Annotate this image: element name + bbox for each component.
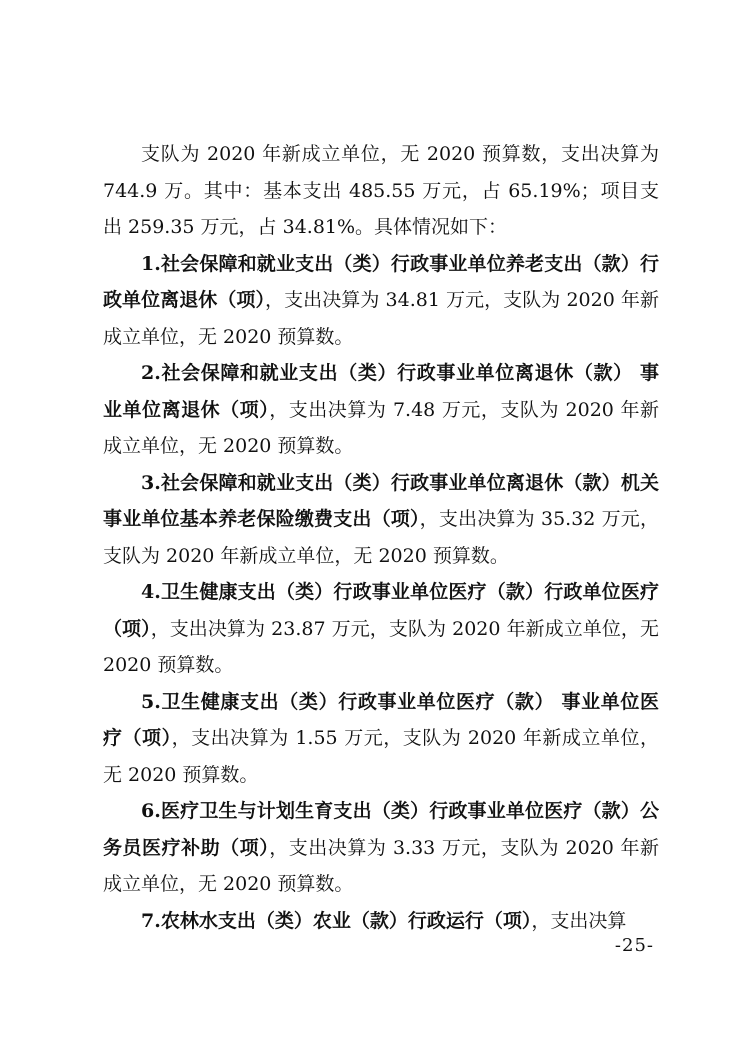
item-6-title: 6.医疗卫生与计划生育支出（类）行政事业单位医疗（款）公务员医疗补助（项） [103,800,659,859]
expenditure-item-2 [103,355,659,465]
expenditure-item-6 [103,793,659,903]
item-5-title: 5.卫生健康支出（类）行政事业单位医疗（款） 事业单位医疗（项） [103,690,659,749]
item-4-title: 4.卫生健康支出（类）行政事业单位医疗（款）行政单位医疗（项） [103,581,659,640]
expenditure-item-1 [103,246,659,356]
body-text [103,136,659,939]
expenditure-item-4 [103,574,659,684]
intro-paragraph: 支队为 2020 年新成立单位，无 2020 预算数，支出决算为 744.9 万。其中：基本支出 485.55 万元，占 65.19%；项目支出 259.35 万元，占 34.81%。具体情况如下： [103,143,659,238]
item-1-detail: ，支出决算为 34.81 万元，支队为 2020 年新成立单位，无 2020 预算数。 [103,289,659,348]
item-5-detail: ，支出决算为 1.55 万元，支队为 2020 年新成立单位，无 2020 预算数。 [103,727,659,786]
item-7-title: 7.农林水支出（类）农业（款）行政运行（项） [141,909,532,932]
item-7-detail: ，支出决算 [531,909,627,932]
item-4-detail: ，支出决算为 23.87 万元，支队为 2020 年新成立单位，无 2020 预算数。 [103,617,659,676]
item-3-title: 3.社会保障和就业支出（类）行政事业单位离退休（款）机关事业单位基本养老保险缴费支出（项） [103,471,659,530]
item-1-title: 1.社会保障和就业支出（类）行政事业单位养老支出（款）行政单位离退休（项） [103,252,659,311]
expenditure-item-7 [103,903,659,940]
item-3-detail: ，支出决算为 35.32 万元，支队为 2020 年新成立单位，无 2020 预算数。 [103,508,659,567]
page-number: -25- [614,935,654,956]
item-2-title: 2.社会保障和就业支出（类）行政事业单位离退休（款） 事业单位离退休（项） [103,362,659,421]
expenditure-item-5 [103,684,659,794]
item-2-detail: ，支出决算为 7.48 万元，支队为 2020 年新成立单位，无 2020 预算数。 [103,398,659,457]
item-6-detail: ，支出决算为 3.33 万元，支队为 2020 年新成立单位，无 2020 预算数。 [103,836,659,895]
expenditure-item-3 [103,465,659,575]
